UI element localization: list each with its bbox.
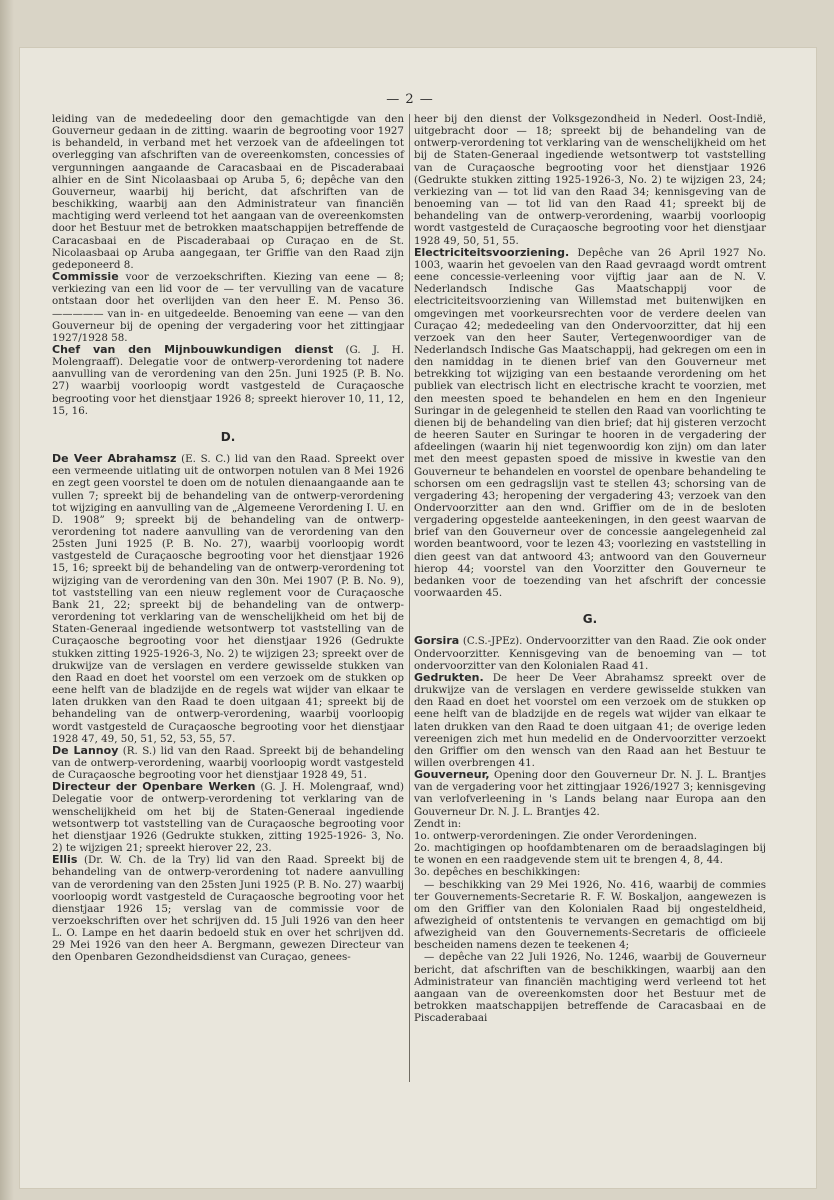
list-item: 3o. depêches en beschikkingen: (414, 866, 581, 879)
sub-list-item: — depêche van 22 Juli 1926, No. 1246, waarbij de Gouverneur bericht, dat afschriften van de beschikkingen, waarbij aan den Administrateur van financiën machtiging werd verleend tot het aangaan van de overeenkomsten door het Bestuur met de betrokken maatschappijen betreffende de Caracasbaai en de Piscaderabaai (414, 951, 766, 1025)
page-number: — 2 — (386, 92, 434, 107)
left-column (52, 113, 404, 964)
entry-de-lannoy (52, 745, 404, 781)
entry-heading: Directeur der Openbare Werken (52, 780, 256, 794)
entry-text: (C.S.-JPEz). Ondervoorzitter van den Raad. Zie ook onder Ondervoorzitter. Kennisgeving van de benoeming van — tot ondervoorzitter van den Kolonialen Raad 41. (414, 635, 766, 672)
entry-text: (G. J. H. Molengraaf, wnd) Delegatie voor de ontwerp-verordening tot verklaring van de wenschelijkheid om het bij de Staten-Generaal ingediende wetsontwerp tot vaststelling van de Curaçaosche begrooting voor het dienstjaar 1926 (Gedrukte stukken, zitting 1925-1926- 3, No. 2) te wijzigen 21; spreekt hierover 22, 23. (52, 781, 404, 855)
binding-shadow (0, 0, 14, 1200)
entry-heading: Commissie (52, 270, 119, 284)
entry-ellis (52, 854, 404, 963)
entry-text: De heer De Veer Abrahamsz spreekt over de drukwijze van de verslagen en verdere gewisselde stukken van den Raad en doet het voorstel om een verzoek om de stukken op eene helft van de bladzijde en de regels wat wijder van elkaar te laten drukken van den Raad te doen uitgaan 41; de overige leden vereenigen zich met hun medelid en de Ondervoorzitter verzoekt den Griffier om den wensch van den Raad aan het Bestuur te willen overbrengen 41. (414, 671, 766, 769)
entry-heading: Ellis (52, 853, 78, 867)
entry-commissie (52, 271, 404, 344)
entry-electriciteitsvoorziening (414, 247, 766, 600)
list-item: 1o. ontwerp-verordeningen. Zie onder Verordeningen. (414, 829, 698, 842)
entry-text: (G. J. H. Molengraaff). Delegatie voor de ontwerp-verordening tot nadere aanvulling van de verordening van den 25n. Juni 1925 (P. B. No. 27) waarbij voorloopig wordt vastgesteld de Curaçaosche begrooting voor het dienstjaar 1926 8; spreekt hierover 10, 11, 12, 15, 16. (52, 343, 404, 417)
continued-entry: heer bij den dienst der Volksgezondheid in Nederl. Oost-Indië, uitgebracht door — 18; spreekt bij de behandeling van de ontwerp-verordening tot verklaring van de wenschelijkheid om het bij de Staten-Generaal ingediende wetsontwerp tot vaststelling van de Curaçaosche begrooting voor het dienstjaar 1926 (Gedrukte stukken zitting 1925-1926-3, No. 2) te wijzigen 23, 24; verkiezing van — tot lid van den Raad 34; kennisgeving van de benoeming van — tot lid van den Raad 41; spreekt bij de behandeling van de ontwerp-verordening, waarbij voorloopig wordt vastgesteld de Curaçaosche begrooting voor het dienstjaar 1928 49, 50, 51, 55. (414, 113, 766, 247)
zendt-in-label: Zendt in: (414, 817, 462, 830)
continued-entry: leiding van de mededeeling door den gemachtigde van den Gouverneur gedaan in de zitting. waarin de begrooting voor 1927 is behandeld, in verband met het verzoek van de afdeelingen tot overlegging van afschriften van de overeenkomsten, concessies of vergunningen aangaande de Caracasbaai en de Piscaderabaai alhier en de Sint Nicolaasbaai op Aruba 5, 6; depêche van den Gouverneur, waarbij hij bericht, dat afschriften van de beschikking, waarbij aan den Administrateur van financiën machtiging werd verleend tot het aangaan van de overeenkomsten door het Bestuur met de betrokken maatschappijen betreffende de Caracasbaai en de Piscaderabaai op Curaçao en de St. Nicolaasbaai op Aruba aangegaan, ter Griffie van den Raad zijn gedeponeerd 8. (52, 113, 404, 271)
entry-text: Depêche van 26 April 1927 No. 1003, waarin het gevoelen van den Raad gevraagd wordt omtrent eene concessie-verleening voor vijftig jaar aan de N. V. Nederlandsch Indische Gas Maatschappij voor de electriciteitsvoorziening van Willemstad met buitenwijken en omgevingen met voorkeursrechten voor de verdere deelen van Curaçao 42; mededeeling van den Ondervoorzitter, dat hij een verzoek van den heer Sauter, Vertegenwoordiger van de Nederlandsch Indische Gas Maatschappij, had gekregen om een in den namiddag in te dienen brief van den Gouverneur met betrekking tot wijziging van een bestaande verordening om het publiek van electrisch licht en electrische kracht te voorzien, met den meesten spoed te behandelen en hem en den Ingenieur Suringar in de gelegenheid te stellen den Raad van voorlichting te dienen bij de behandeling van dien brief; dat hij gisteren verzocht de heeren Sauter en Suringar te hooren in de vergadering der afdeelingen (waarin hij niet tegenwoordig kon zijn) om dan later met den meest gepasten spoed de missive in kwestie van den Gouverneur te behandelen en voorstel de openbare behandeling te schorsen om een gedragslijn vast te stellen 43; schorsing van de vergadering 43; heropening der vergadering 43; verzoek van den Ondervoorzitter aan den wnd. Griffier om de in de besloten vergadering opgestelde aanteekeningen, in den geest waarvan de brief van den Gouverneur over de concessie aangelegenheid zal worden beantwoord, voor te lezen 43; voorlezing en vaststelling in dien geest van dat antwoord 43; antwoord van den Gouverneur hierop 44; voorstel van den Voorzitter den Gouverneur te bedanken voor de toezending van het afschrift der concessie voorwaarden 45. (414, 246, 766, 600)
entry-heading: Chef van den Mijnbouwkundigen dienst (52, 342, 334, 356)
entry-heading: De Lannoy (52, 743, 119, 757)
section-letter-g: G. (582, 612, 598, 627)
column-divider (409, 114, 410, 1082)
entry-heading: Electriciteitsvoorziening. (414, 245, 570, 259)
entry-text: (R. S.) lid van den Raad. Spreekt bij de behandeling van de ontwerp-verordening, waarbij voorloopig wordt vastgesteld de Curaçaosche begrooting voor het dienstjaar 1928 49, 51. (52, 744, 404, 782)
entry-heading: De Veer Abrahamsz (52, 452, 177, 466)
sub-list-item: — beschikking van 29 Mei 1926, No. 416, waarbij de commies ter Gouvernements-Secretarie R. F. W. Boskaljon, aangewezen is om den Griffier van den Kolonialen Raad bij ongesteldheid, afwezigheid of ontstentenis te vervangen en gemachtigd om bij afwezigheid van den Gouvernements-Secretaris de officieele bescheiden namens dezen te teekenen 4; (414, 878, 766, 952)
entry-gorsira (414, 635, 766, 671)
entry-heading: Gouverneur, (414, 768, 490, 782)
entry-heading: Gorsira (414, 634, 460, 648)
right-column (414, 113, 766, 1024)
entry-text: (Dr. W. Ch. de la Try) lid van den Raad. Spreekt bij de behandeling van de ontwerp-verordening tot nadere aanvulling van de verordening van den 25sten Juni 1925 (P. B. No. 27) waarbij voorloopig wordt vastgesteld de Curaçaosche begrooting voor het dienstjaar 1926 15; verslag van de commissie voor de verzoekschriften over het schrijven dd. 15 Juli 1926 van den heer L. O. Lampe en het daarin bedoeld stuk en over het schrijven dd. 29 Mei 1926 van den heer A. Bergmann, gewezen Directeur van den Openbaren Gezondheidsdienst van Curaçao, genees- (52, 854, 404, 964)
entry-text: voor de verzoekschriften. Kiezing van eene — 8; verkiezing van een lid voor de — ter vervulling van de vacature ontstaan door het overlijden van den heer E. M. Penso 36. ————— van in- en uitgedeelde. Benoeming van eene — van den Gouverneur bij de opening der vergadering voor het zittingjaar 1927/1928 58. (52, 271, 404, 344)
entry-de-veer-abrahamsz (52, 453, 404, 745)
entry-text: (E. S. C.) lid van den Raad. Spreekt over een vermeende uitlating uit de ontworpen notulen van 8 Mei 1926 en zegt geen voorstel te doen om de notulen dienaangaande aan te vullen 7; spreekt bij de behandeling van de ontwerp-verordening tot wijziging en aanvulling van de „Algemeene Verordening I. U. en D. 1908” 9; spreekt bij de behandeling van de ontwerp-verordening tot nadere aanvulling van de verordening van den 25sten Juni 1925 (P. B. No. 27), waarbij voorloopig wordt vastgesteld de Curaçaosche begrooting voor het dienstjaar 1926 15, 16; spreekt bij de behandeling van de ontwerp-verordening tot wijziging van de verordening van den 30n. Mei 1907 (P. B. No. 9), tot vaststelling van een nieuw reglement voor de Curaçaosche Bank 21, 22; spreekt bij de behandeling van de ontwerp-verordening tot verklaring van de wenschelijkheid om het bij de Staten-Generaal ingediende wetsontwerp tot vaststelling van de Curaçaosche begrooting voor het dienstjaar 1926 (Gedrukte stukken zitting 1925-1926-3, No. 2) te wijzigen 23; spreekt over de drukwijze van de verslagen en verdere gewisselde stukken van den Raad en doet het voorstel om een verzoek om de stukken op eene helft van de bladzijde en de regels wat wijder van elkaar te laten drukken van den Raad te doen uitgaan 41; spreekt bij de behandeling van de ontwerp-verordening, waarbij voorloopig wordt vastgesteld de Curaçaosche begrooting voor het dienstjaar 1928 47, 49, 50, 51, 52, 53, 55, 57. (52, 453, 404, 745)
entry-gedrukten (414, 672, 766, 769)
entry-gouverneur (414, 769, 766, 818)
entry-chef-mijnbouw (52, 344, 404, 417)
entry-text: Opening door den Gouverneur Dr. N. J. L. Brantjes van de vergadering voor het zittingjaar 1926/1927 3; kennisgeving van verlofverleening in 's Lands belang naar Europa aan den Gouverneur Dr. N. J. L. Brantjes 42. (414, 769, 766, 818)
entry-directeur-openbare-werken (52, 781, 404, 854)
list-item: 2o. machtigingen op hoofdambtenaren om de beraadslagingen bij te wonen en een raadgevende stem uit te brengen 4, 8, 44. (414, 842, 766, 867)
section-letter-d: D. (220, 429, 236, 444)
entry-heading: Gedrukten. (414, 670, 484, 684)
